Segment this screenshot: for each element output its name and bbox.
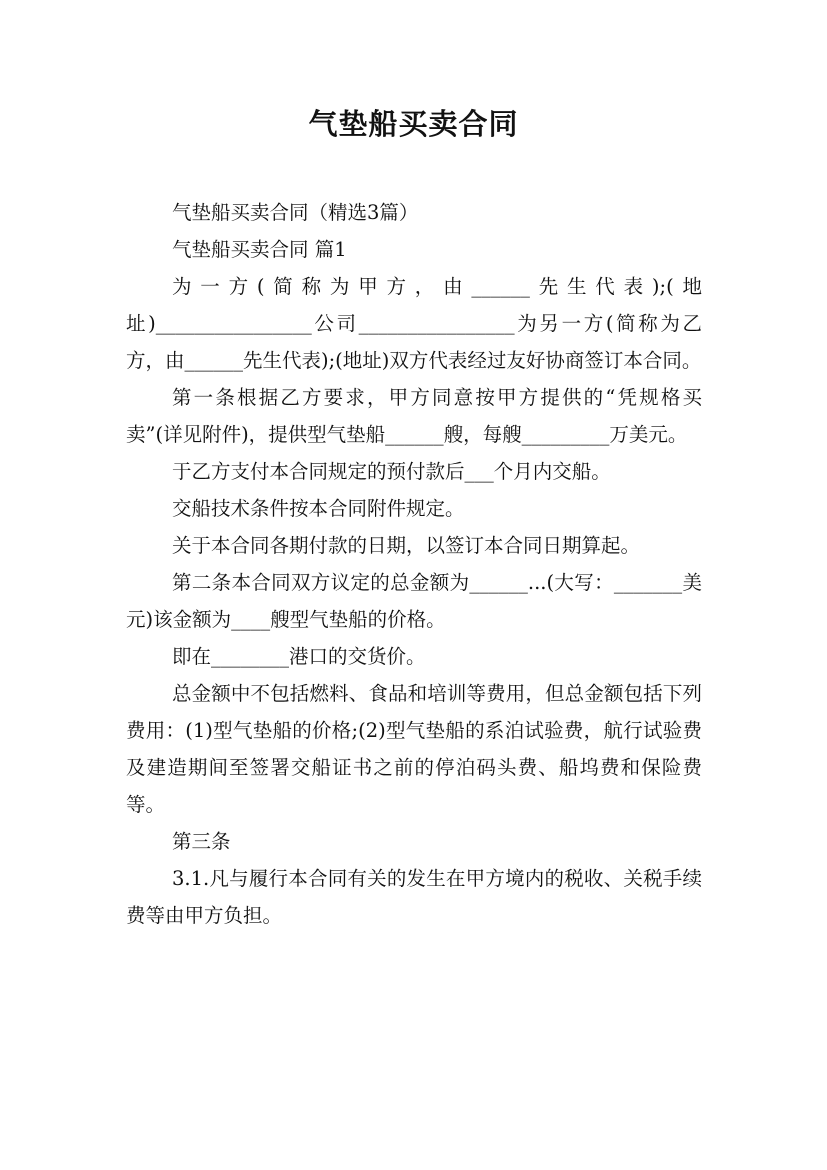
paragraph-article-1: 第一条根据乙方要求，甲方同意按甲方提供的“凭规格买卖”(详见附件)，提供型气垫船______艘，每艘_________万美元。: [126, 386, 702, 446]
paragraph-payment-dates: 关于本合同各期付款的日期，以签订本合同日期算起。: [172, 534, 641, 557]
paragraph-clause-3-1: 3.1.凡与履行本合同有关的发生在甲方境内的税收、关税手续费等由甲方负担。: [126, 867, 702, 927]
paragraph-delivery: 于乙方支付本合同规定的预付款后___个月内交船。: [172, 460, 611, 483]
paragraph-heading: 气垫船买卖合同 篇1: [172, 238, 347, 261]
paragraph-total-amount: 总金额中不包括燃料、食品和培训等费用，但总金额包括下列费用：(1)型气垫船的价格;(2)型气垫船的系泊试验费，航行试验费及建造期间至签署交船证书之前的停泊码头费、船坞费和保险费等。: [126, 682, 702, 816]
document-title: 气垫船买卖合同: [308, 107, 519, 141]
paragraph-technical: 交船技术条件按本合同附件规定。: [172, 497, 465, 520]
document-body: [126, 194, 702, 934]
paragraph-subtitle: 气垫船买卖合同（精选3篇）: [172, 201, 419, 224]
paragraph-port: 即在________港口的交货价。: [172, 645, 426, 668]
paragraph-article-2: 第二条本合同双方议定的总金额为______...(大写：_______美元)该金额为____艘型气垫船的价格。: [126, 571, 702, 631]
paragraph-parties: 为一方(简称为甲方，由______先生代表);(地址)________________公司________________为另一方(简称为乙方，由______先生代表);(地址)双方代表经过友好协商签订本合同。: [126, 275, 702, 372]
paragraph-article-3: 第三条: [172, 830, 231, 853]
